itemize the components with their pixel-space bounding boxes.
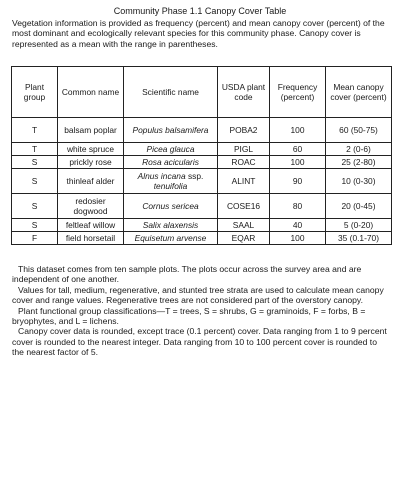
cell-cover: 2 (0-6) (326, 143, 392, 156)
cell-common: feltleaf willow (58, 219, 124, 232)
cell-scientific: Salix alaxensis (124, 219, 218, 232)
cell-cover: 60 (50-75) (326, 118, 392, 143)
scientific-rank: ssp. (187, 171, 204, 181)
cell-group: F (12, 232, 58, 245)
intro-paragraph: Vegetation information is provided as frequency (percent) and mean canopy cover (percent) of the most dominant and ecologically relevant species for this community phase. Canopy cover is represented as a mean with the range in parentheses. (12, 18, 385, 49)
cell-code: COSE16 (218, 194, 270, 219)
cell-group: S (12, 156, 58, 169)
header-common-name: Common name (58, 67, 124, 118)
canopy-cover-table (11, 66, 392, 245)
header-plant-group: Plant group (12, 67, 58, 118)
cell-common: thinleaf alder (58, 169, 124, 194)
table-row (12, 169, 392, 194)
page-title: Community Phase 1.1 Canopy Cover Table (113, 6, 287, 16)
scientific-main: Alnus incana (137, 171, 186, 181)
cell-code: POBA2 (218, 118, 270, 143)
note-paragraph: Plant functional group classifications—T = trees, S = shrubs, G = graminoids, F = forbs, B = bryophytes, and L = lichens. (12, 305, 366, 327)
note-paragraph: This dataset comes from ten sample plots. The plots occur across the survey area and are independent of one another. (12, 264, 362, 285)
header-scientific-name: Scientific name (124, 67, 218, 118)
cell-frequency: 80 (270, 194, 326, 219)
cell-scientific: Picea glauca (124, 143, 218, 156)
header-usda-code: USDA plant code (218, 67, 270, 118)
cell-frequency: 90 (270, 169, 326, 194)
table-row (12, 232, 392, 245)
cell-cover: 10 (0-30) (326, 169, 392, 194)
cell-common: balsam poplar (58, 118, 124, 143)
cell-common: prickly rose (58, 156, 124, 169)
cell-frequency: 60 (270, 143, 326, 156)
cell-code: PIGL (218, 143, 270, 156)
header-mean-cover: Mean canopy cover (percent) (326, 67, 392, 118)
cell-scientific: Cornus sericea (124, 194, 218, 219)
cell-common: field horsetail (58, 232, 124, 245)
cell-frequency: 40 (270, 219, 326, 232)
cell-cover: 25 (2-80) (326, 156, 392, 169)
table-notes (12, 264, 390, 358)
scientific-sub: tenuifolia (153, 181, 188, 191)
table-header-row (12, 67, 392, 118)
table-row (12, 118, 392, 143)
cell-frequency: 100 (270, 232, 326, 245)
note-paragraph: Canopy cover data is rounded, except trace (0.1 percent) cover. Data ranging from 1 to 9 percent cover is rounded to the nearest integer. Data ranging from 10 to 100 percent cover is rounded to the nearest factor of 5. (12, 326, 387, 358)
cell-scientific (124, 169, 218, 194)
cell-group: S (12, 219, 58, 232)
cell-scientific: Equisetum arvense (124, 232, 218, 245)
table-row (12, 143, 392, 156)
header-frequency: Frequency (percent) (270, 67, 326, 118)
cell-group: T (12, 118, 58, 143)
cell-scientific: Rosa acicularis (124, 156, 218, 169)
cell-frequency: 100 (270, 118, 326, 143)
cell-group: S (12, 169, 58, 194)
cell-cover: 5 (0-20) (326, 219, 392, 232)
cell-scientific: Populus balsamifera (124, 118, 218, 143)
cell-common: white spruce (58, 143, 124, 156)
cell-code: SAAL (218, 219, 270, 232)
table-row (12, 194, 392, 219)
cell-code: ALINT (218, 169, 270, 194)
cell-frequency: 100 (270, 156, 326, 169)
note-paragraph: Values for tall, medium, regenerative, and stunted tree strata are used to calculate mean canopy cover and range values. Regenerative trees are not considered part of the overstory canopy. (12, 284, 384, 306)
cell-group: S (12, 194, 58, 219)
cell-code: ROAC (218, 156, 270, 169)
cell-code: EQAR (218, 232, 270, 245)
cell-cover: 35 (0.1-70) (326, 232, 392, 245)
table-row (12, 156, 392, 169)
table-row (12, 219, 392, 232)
cell-group: T (12, 143, 58, 156)
cell-common: redosier dogwood (58, 194, 124, 219)
cell-cover: 20 (0-45) (326, 194, 392, 219)
